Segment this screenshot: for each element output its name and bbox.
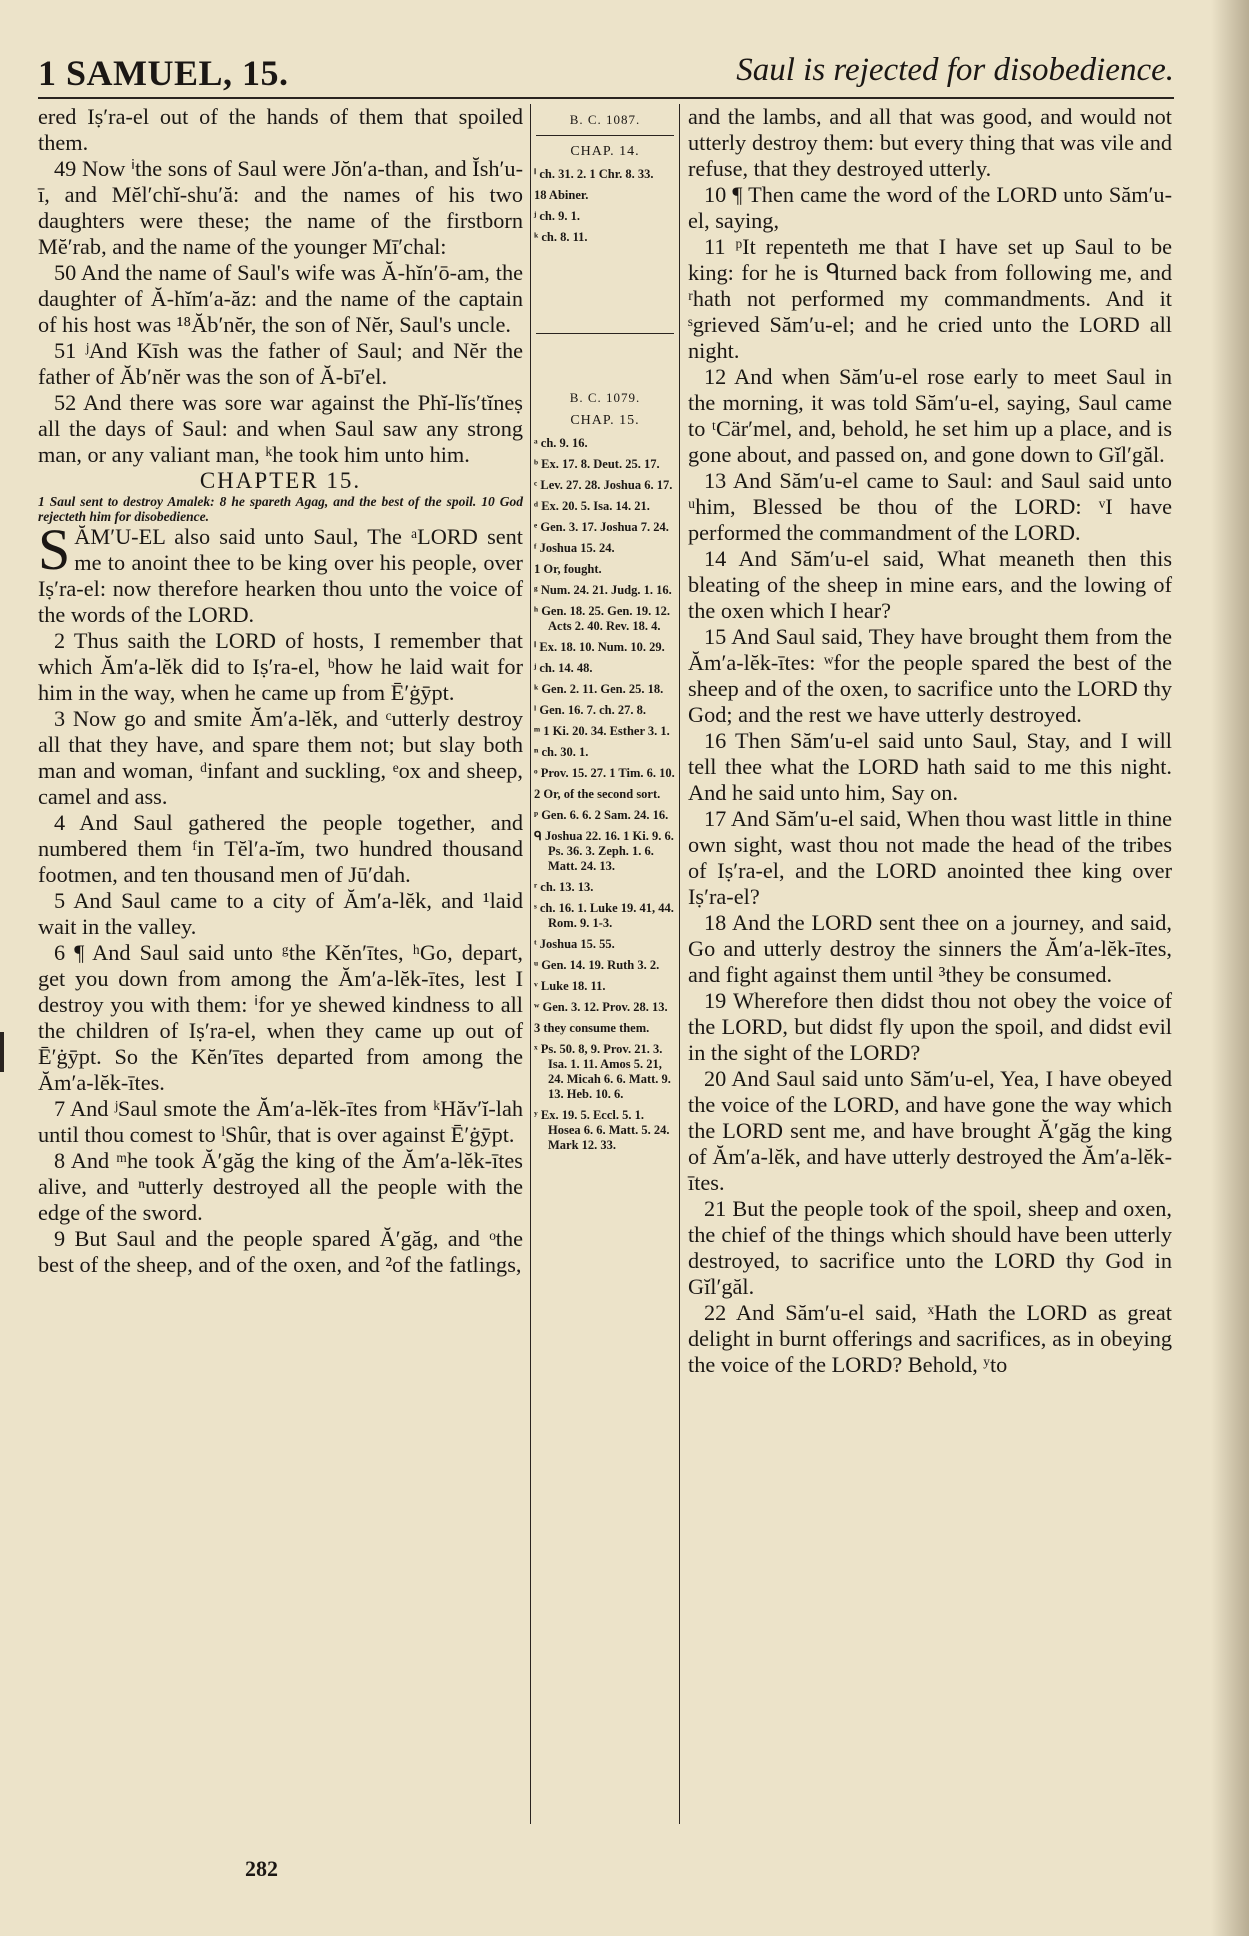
reference-rule bbox=[536, 135, 674, 136]
date-label: B. C. 1087. bbox=[569, 112, 641, 127]
cross-reference: ᵏ ch. 8. 11. bbox=[534, 230, 588, 244]
book-chapter-title: 1 SAMUEL, 15. bbox=[38, 53, 289, 93]
verse-paragraph: 12 And when Săm′u-el rose early to meet Saul in the morning, it was told Săm′u-el, saying, Saul came to ᵗCär′mel, and, behold, he set him up a place, and is gone about, and passed on, and gone down to Gĭl′găl. bbox=[688, 364, 1172, 467]
cross-reference: 2 Or, of the second sort. bbox=[534, 787, 661, 801]
verse-paragraph: 9 But Saul and the people spared Ă′găg, and ᵒthe best of the sheep, and of the oxen, and ²of the fatlings, bbox=[38, 1226, 523, 1277]
page-edge-shadow bbox=[1211, 0, 1249, 1936]
verse-paragraph: 21 But the people took of the spoil, sheep and oxen, the chief of the things which should have been utterly destroyed, to sacrifice unto the LORD thy God in Gĭl′găl. bbox=[688, 1196, 1172, 1299]
cross-reference: ᵐ 1 Ki. 20. 34. Esther 3. 1. bbox=[534, 724, 670, 738]
cross-reference: ᵍ Num. 24. 21. Judg. 1. 16. bbox=[534, 583, 672, 597]
column-divider-left bbox=[530, 104, 531, 1824]
spacer bbox=[534, 334, 676, 386]
cross-reference: ˡ Gen. 16. 7. ch. 27. 8. bbox=[534, 703, 646, 717]
opening-text: ĂM′U-EL also said unto Saul, The ᵃLORD sent me to anoint thee to be king over his people, over Iṣ′ra-el: now therefore hearken thou unto the voice of the words of the LORD. bbox=[38, 524, 523, 627]
cross-reference: ᶜ Lev. 27. 28. Joshua 6. 17. bbox=[534, 478, 673, 492]
drop-cap: S bbox=[38, 517, 71, 582]
verse-paragraph: 51 ʲAnd Kīsh was the father of Saul; and Nĕr the father of Ăb′nĕr was the son of Ă-bī′el. bbox=[38, 338, 523, 389]
verse-paragraph: 18 And the LORD sent thee on a journey, and said, Go and utterly destroy the sinners the Ăm′a-lĕk-ītes, and fight against them until ³they be consumed. bbox=[688, 910, 1172, 987]
page-topic-title: Saul is rejected for disobedience. bbox=[736, 52, 1174, 88]
cross-reference: ᵇ Ex. 17. 8. Deut. 25. 17. bbox=[534, 457, 660, 471]
cross-reference: ᵗ Joshua 15. 55. bbox=[534, 937, 615, 951]
verse-paragraph: 10 ¶ Then came the word of the LORD unto Săm′u-el, saying, bbox=[688, 182, 1172, 233]
verse-paragraph: 5 And Saul came to a city of Ăm′a-lĕk, and ¹laid wait in the valley. bbox=[38, 888, 523, 939]
verse-paragraph: and the lambs, and all that was good, and would not utterly destroy them: but every thing that was vile and refuse, that they destroyed utterly. bbox=[688, 104, 1172, 181]
verse-paragraph: 2 Thus saith the LORD of hosts, I remember that which Ăm′a-lĕk did to Iṣ′ra-el, ᵇhow he laid wait for him in the way, when he came up from Ē′ġȳpt. bbox=[38, 628, 523, 705]
left-text-column bbox=[38, 104, 523, 1278]
cross-reference: 18 Abiner. bbox=[534, 188, 589, 202]
verse-paragraph: ered Iṣ′ra-el out of the hands of them that spoiled them. bbox=[38, 104, 523, 155]
cross-reference: ˣ Ps. 50. 8, 9. Prov. 21. 3. Isa. 1. 11. Amos 5. 21, 24. Micah 6. 6. Matt. 9. 13. Heb. 10. 6. bbox=[534, 1042, 671, 1101]
header-rule bbox=[38, 97, 1174, 99]
cross-reference: ʰ Gen. 18. 25. Gen. 19. 12. Acts 2. 40. Rev. 18. 4. bbox=[534, 604, 671, 633]
cross-reference: ⁿ ch. 30. 1. bbox=[534, 745, 589, 759]
date-label: B. C. 1079. bbox=[569, 390, 641, 405]
cross-reference: ᵒ Prov. 15. 27. 1 Tim. 6. 10. bbox=[534, 766, 675, 780]
verse-paragraph: 6 ¶ And Saul said unto ᵍthe Kĕn′ītes, ʰGo, depart, get you down from among the Ăm′a-lĕk-ītes, lest I destroy you with them: ⁱfor ye shewed kindness to all the children of Iṣ′ra-el, when they came up out of Ē′ġȳpt. So the Kĕn′ītes departed from among the Ăm′a-lĕk-ītes. bbox=[38, 940, 523, 1095]
right-text-column bbox=[688, 104, 1172, 1378]
chapter-label: CHAP. 14. bbox=[570, 144, 640, 159]
verse-paragraph: 11 ᵖIt repenteth me that I have set up Saul to be king: for he is ᑫturned back from following me, and ʳhath not performed my commandments. And it ˢgrieved Săm′u-el; and he cried unto the LORD all night. bbox=[688, 234, 1172, 363]
chapter-opening-paragraph bbox=[38, 517, 523, 628]
verse-paragraph: 13 And Săm′u-el came to Saul: and Saul said unto ᵘhim, Blessed be thou of the LORD: ᵛI have performed the commandment of the LORD. bbox=[688, 468, 1172, 545]
cross-reference: ᶠ Joshua 15. 24. bbox=[534, 541, 615, 555]
cross-reference: ᵏ Gen. 2. 11. Gen. 25. 18. bbox=[534, 682, 664, 696]
verse-paragraph: 8 And ᵐhe took Ă′găg the king of the Ăm′a-lĕk-ītes alive, and ⁿutterly destroyed all the people with the edge of the sword. bbox=[38, 1148, 523, 1225]
chapter-summary: 1 Saul sent to destroy Amalek: 8 he spareth Agag, and the best of the spoil. 10 God rejecteth him for disobedience. bbox=[38, 494, 523, 524]
verse-paragraph: 22 And Săm′u-el said, ˣHath the LORD as great delight in burnt offerings and sacrifices, as in obeying the voice of the LORD? Behold, ʸto bbox=[688, 1300, 1172, 1377]
cross-reference: 3 they consume them. bbox=[534, 1021, 650, 1035]
cross-reference: ʳ ch. 13. 13. bbox=[534, 880, 594, 894]
cross-reference: ʲ ch. 14. 48. bbox=[534, 661, 593, 675]
cross-reference: ʷ Gen. 3. 12. Prov. 28. 13. bbox=[534, 1000, 668, 1014]
cross-reference: ˢ ch. 16. 1. Luke 19. 41, 44. Rom. 9. 1-3. bbox=[534, 901, 674, 930]
cross-reference: ᵘ Gen. 14. 19. Ruth 3. 2. bbox=[534, 958, 660, 972]
cross-reference: ᵖ Gen. 6. 6. 2 Sam. 24. 16. bbox=[534, 808, 669, 822]
verse-paragraph: 15 And Saul said, They have brought them from the Ăm′a-lĕk-ītes: ʷfor the people spared the best of the sheep and of the oxen, to sacrifice unto the LORD thy God; and the rest we have utterly destroyed. bbox=[688, 624, 1172, 727]
spacer bbox=[534, 251, 676, 333]
verse-paragraph: 14 And Săm′u-el said, What meaneth then this bleating of the sheep in mine ears, and the lowing of the oxen which I hear? bbox=[688, 546, 1172, 623]
cross-reference: ⁱ Ex. 18. 10. Num. 10. 29. bbox=[534, 640, 665, 654]
column-divider-right bbox=[679, 104, 680, 1824]
verse-paragraph: 20 And Saul said unto Săm′u-el, Yea, I have obeyed the voice of the LORD, and have gone the way which the LORD sent me, and have brought Ă′găg the king of Ăm′a-lĕk, and have utterly destroyed the Ăm′a-lĕk-ītes. bbox=[688, 1066, 1172, 1195]
cross-reference: 1 Or, fought. bbox=[534, 562, 602, 576]
verse-paragraph: 4 And Saul gathered the people together, and numbered them ᶠin Tĕl′a-ĭm, two hundred thousand footmen, and ten thousand men of Jū′dah. bbox=[38, 810, 523, 887]
verse-paragraph: 7 And ʲSaul smote the Ăm′a-lĕk-ītes from ᵏHăv′ĭ-lah until thou comest to ˡShûr, that is over against Ē′ġȳpt. bbox=[38, 1096, 523, 1147]
chapter-label: CHAP. 15. bbox=[570, 413, 640, 428]
page-number: 282 bbox=[245, 1856, 278, 1881]
cross-reference-list bbox=[534, 436, 676, 1153]
running-header bbox=[38, 52, 1174, 96]
verse-paragraph: 16 Then Săm′u-el said unto Saul, Stay, and I will tell thee what the LORD hath said to me this night. And he said unto him, Say on. bbox=[688, 728, 1172, 805]
cross-reference: ʲ ch. 9. 1. bbox=[534, 209, 581, 223]
cross-reference: ᵛ Luke 18. 11. bbox=[534, 979, 606, 993]
verse-paragraph: 49 Now ⁱthe sons of Saul were Jŏn′a-than, and Ĭsh′u-ī, and Mĕl′chĭ-shu′ă: and the names of his two daughters were these; the name of the firstborn Mĕ′rab, and the name of the younger Mī′chal: bbox=[38, 156, 523, 259]
verse-paragraph: 17 And Săm′u-el said, When thou wast little in thine own sight, wast thou not made the head of the tribes of Iṣ′ra-el, and the LORD anointed thee king over Iṣ′ra-el? bbox=[688, 806, 1172, 909]
cross-reference: ⁱ ch. 31. 2. 1 Chr. 8. 33. bbox=[534, 167, 654, 181]
cross-reference: ᵉ Gen. 3. 17. Joshua 7. 24. bbox=[534, 520, 669, 534]
cross-reference: ᑫ Joshua 22. 16. 1 Ki. 9. 6. Ps. 36. 3. Zeph. 1. 6. Matt. 24. 13. bbox=[534, 829, 674, 873]
verse-paragraph: 3 Now go and smite Ăm′a-lĕk, and ᶜutterly destroy all that they have, and spare them not; but slay both man and woman, ᵈinfant and suckling, ᵉox and sheep, camel and ass. bbox=[38, 706, 523, 809]
verse-paragraph: 19 Wherefore then didst thou not obey the voice of the LORD, but didst fly upon the spoil, and didst evil in the sight of the LORD? bbox=[688, 988, 1172, 1065]
cross-reference: ᵈ Ex. 20. 5. Isa. 14. 21. bbox=[534, 499, 650, 513]
cross-reference: ʸ Ex. 19. 5. Eccl. 5. 1. Hosea 6. 6. Matt. 5. 24. Mark 12. 33. bbox=[534, 1108, 670, 1152]
verse-paragraph: 52 And there was sore war against the Phĭ-lĭs′tĭneṣ all the days of Saul: and when Saul saw any strong man, or any valiant man, ᵏhe took him unto him. bbox=[38, 390, 523, 467]
margin-mark bbox=[0, 1032, 4, 1072]
verse-paragraph: 50 And the name of Saul's wife was Ă-hĭn′ō-am, the daughter of Ă-hĭm′a-ăz: and the name of the captain of his host was ¹⁸Ăb′nĕr, the son of Nĕr, Saul's uncle. bbox=[38, 260, 523, 337]
chapter-heading: CHAPTER 15. bbox=[199, 468, 362, 493]
cross-reference-column bbox=[534, 108, 676, 1159]
cross-reference: ᵃ ch. 9. 16. bbox=[534, 436, 588, 450]
